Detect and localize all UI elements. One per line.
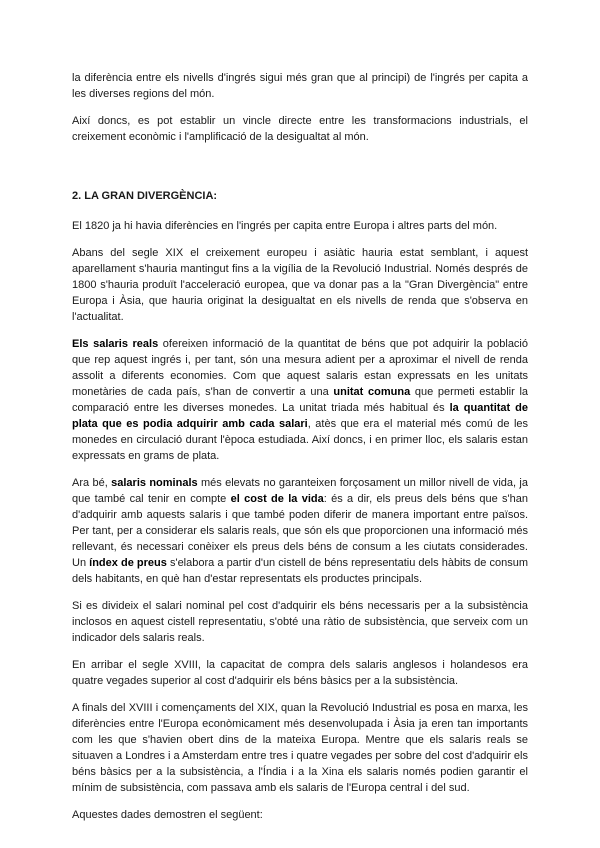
text-segment: , atès que era el material més comú de les monedes en circulació durant l'època estudiada. Així doncs, i en primer lloc, els salaris estan expressats en grams de plata. [72,418,529,462]
paragraph-subsistence-ratio: Si es divideix el salari nominal pel cost d'adquirir els béns necessaris per a la subsistència inclosos en aquest cistell representatiu, s'obté una ràtio de subsistència, que serveix com un indicador dels salaris reals. [72,600,528,644]
document-page [72,70,528,823]
paragraph-before-xix: Abans del segle XIX el creixement europeu i asiàtic hauria estat semblant, i aquest aparellament s'hauria mantingut fins a la vigília de la Revolució Industrial. Només després de 1800 s'hauria produït l'acceleració europea, que va donar pas a la "Gran Divergència" entre Europa i Àsia, que hauria originat la desigualtat en els nivells de renda que s'observa en l'actualitat. [72,247,528,323]
paragraph-data-shows: Aquestes dades demostren el següent: [72,809,263,821]
paragraph-xviii-century: En arribar el segle XVIII, la capacitat de compra dels salaris anglesos i holandesos era quatre vegades superior al cost d'adquirir els béns bàsics per a la subsistència. [72,659,528,687]
paragraph-industrial-revolution: A finals del XVIII i començaments del XIX, quan la Revolució Industrial es posa en marxa, les diferències entre l'Europa econòmicament més desenvolupada i Àsia ja eren tan importants com les que s'havien obert dins de la mateixa Europa. Mentre que els salaris reals se situaven a Londres i a Amsterdam entre tres i quatre vegades per sobre del cost d'adquirir els béns bàsics per a la subsistència, a l'Índia i a la Xina els salaris només podien garantir el mínim de subsistència, com passava amb els salaris de l'Europa central i del sud. [72,702,528,794]
paragraph-industrial-link: Així doncs, es pot establir un vincle directe entre les transformacions industrials, el creixement econòmic i l'amplificació de la desigualtat al món. [72,115,528,143]
text-segment: que permeti establir la comparació entre les diverses monedes. La unitat triada més habitual és [72,386,529,414]
bold-silver-quantity: la quantitat de plata que es podia adquirir amb cada salari [72,402,529,430]
bold-price-index: índex de preus [89,557,167,569]
text-segment: Ara bé, [72,477,112,489]
bold-nominal-wages: salaris nominals [111,477,198,489]
paragraph-income-difference: la diferència entre els nivells d'ingrés sigui més gran que al principi) de l'ingrés per capita a les diverses regions del món. [72,72,528,100]
text-segment: : és a dir, els preus dels béns que s'han d'adquirir amb aquests salaris i que també poden diferir de manera important entre països. Per tant, per a considerar els salaris reals, que són els que proporcionen una informació més rellevant, és necessari conèixer els preus dels béns de consum a les ciutats considerades. Un [72,493,529,569]
bold-real-wages: Els salaris reals [72,338,159,350]
bold-cost-of-living: el cost de la vida [230,493,324,505]
section-heading: 2. LA GRAN DIVERGÈNCIA: [72,190,218,202]
text-segment: ofereixen informació de la quantitat de béns que pot adquirir la població que rep aquest ingrés i, per tant, són una mesura adient per a aproximar el nivell de renda assolit a diferents economies. Com que aquest salaris estan expressats en les unitats monetàries de cada país, s'han de convertir a una [72,338,528,398]
paragraph-1820: El 1820 ja hi havia diferències en l'ingrés per capita entre Europa i altres parts del món. [72,220,498,232]
text-segment: més elevats no garanteixen forçosament un millor nivell de vida, ja que també cal tenir en compte [72,477,528,505]
paragraph-real-wages [72,336,528,464]
bold-common-unit: unitat comuna [333,386,411,398]
paragraph-nominal-wages [72,475,528,587]
text-segment: s'elabora a partir d'un cistell de béns representatiu dels hàbits de consum dels habitants, en què han d'estar representats els productes principals. [72,557,528,585]
